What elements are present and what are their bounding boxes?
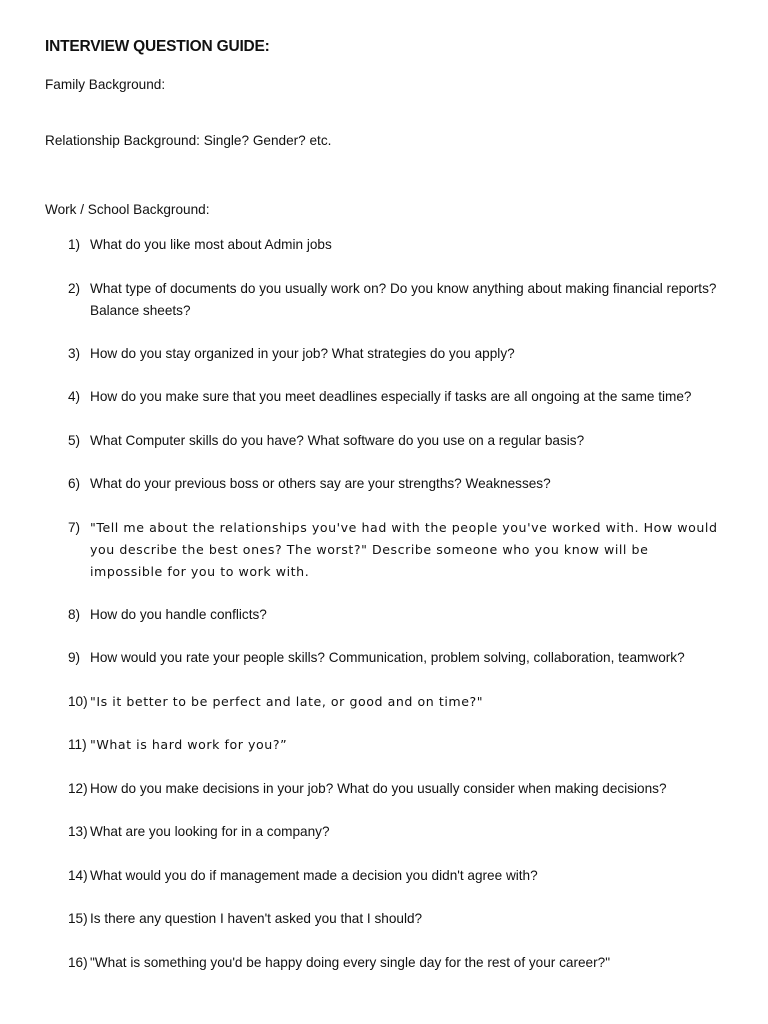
question-item [68, 343, 718, 365]
question-item [68, 821, 718, 843]
question-item [68, 952, 718, 974]
question-text: How do you stay organized in your job? What strategies do you apply? [90, 346, 515, 361]
question-text: "Is it better to be perfect and late, or good and on time?" [90, 694, 484, 709]
question-item [68, 865, 718, 887]
question-item [68, 386, 718, 408]
question-number: 15) [68, 911, 88, 926]
question-number: 9) [68, 650, 81, 665]
question-number: 3) [68, 346, 81, 361]
question-text: What type of documents do you usually work on? Do you know anything about making financial reports? Balance sheets? [90, 281, 717, 318]
question-text: "What is something you'd be happy doing every single day for the rest of your career?" [90, 955, 611, 970]
question-item [68, 778, 718, 800]
question-text: How do you make sure that you meet deadlines especially if tasks are all ongoing at the same time? [90, 389, 692, 404]
question-number: 2) [68, 281, 81, 296]
question-text: What would you do if management made a decision you didn't agree with? [90, 868, 538, 883]
question-number: 12) [68, 781, 88, 796]
question-text: How do you handle conflicts? [90, 607, 267, 622]
question-text: How would you rate your people skills? Communication, problem solving, collaboration, teamwork? [90, 650, 685, 665]
section-family-background: Family Background: [45, 77, 166, 92]
question-item [68, 430, 718, 452]
section-work-school-background: Work / School Background: [45, 202, 210, 217]
question-number: 11) [68, 737, 87, 752]
question-item [68, 691, 718, 713]
question-item [68, 604, 718, 626]
question-text: How do you make decisions in your job? What do you usually consider when making decisions? [90, 781, 667, 796]
question-text: What are you looking for in a company? [90, 824, 330, 839]
question-text: What do you like most about Admin jobs [90, 237, 332, 252]
question-item [68, 647, 718, 669]
question-text: "Tell me about the relationships you've had with the people you've worked with. How would you describe the best ones? The worst?" Describe someone who you know will be impossible for you to work with. [90, 520, 718, 579]
question-number: 6) [68, 476, 81, 491]
question-number: 7) [68, 520, 81, 535]
question-item [68, 234, 718, 256]
document-title: INTERVIEW QUESTION GUIDE: [45, 38, 270, 55]
question-item [68, 734, 718, 756]
question-number: 13) [68, 824, 88, 839]
question-number: 4) [68, 389, 81, 404]
question-number: 8) [68, 607, 81, 622]
question-number: 14) [68, 868, 88, 883]
question-item [68, 517, 718, 583]
question-item [68, 278, 718, 322]
question-number: 10) [68, 694, 88, 709]
question-text: "What is hard work for you?” [90, 737, 288, 752]
question-text: What Computer skills do you have? What software do you use on a regular basis? [90, 433, 585, 448]
question-number: 1) [68, 237, 81, 252]
question-text: What do your previous boss or others say are your strengths? Weaknesses? [90, 476, 551, 491]
question-item [68, 473, 718, 495]
question-number: 5) [68, 433, 81, 448]
question-item [68, 908, 718, 930]
section-relationship-background: Relationship Background: Single? Gender? etc. [45, 133, 332, 148]
question-text: Is there any question I haven't asked you that I should? [90, 911, 423, 926]
question-number: 16) [68, 955, 88, 970]
